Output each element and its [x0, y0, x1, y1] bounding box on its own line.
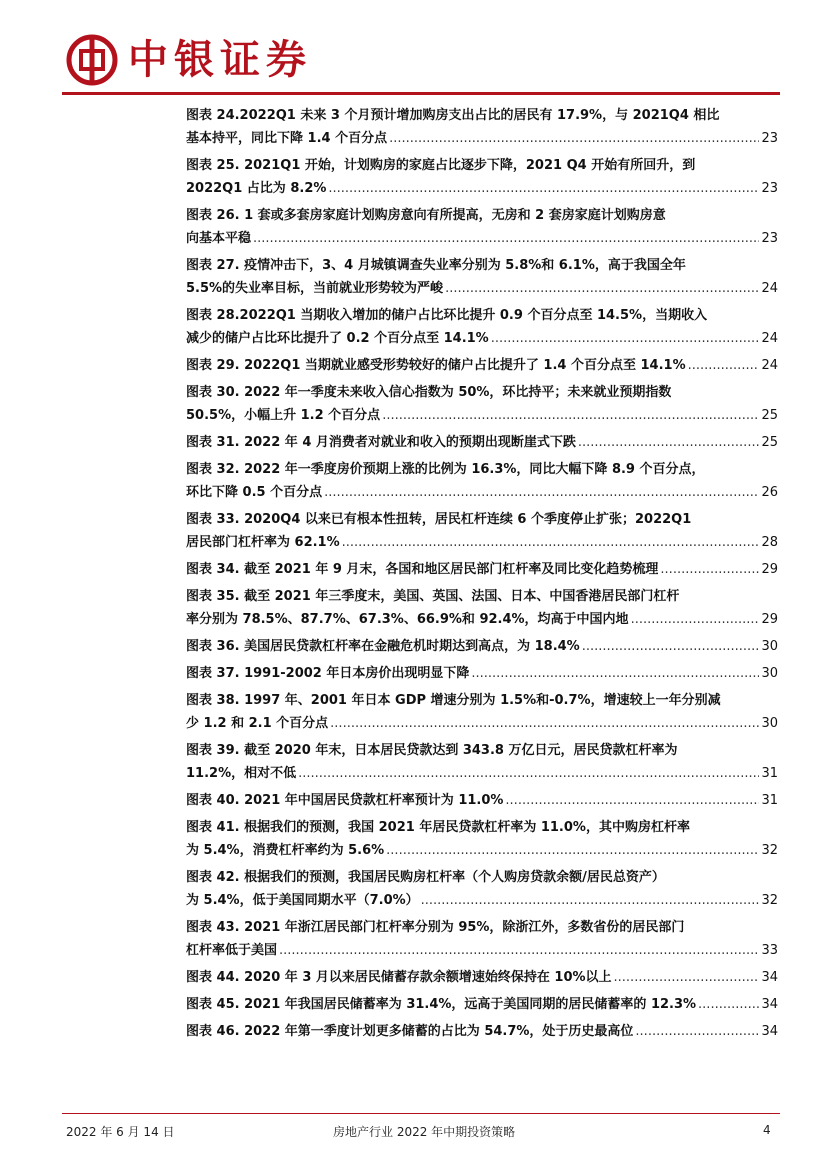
toc-entry-title-cont: 为 5.4%，低于美国同期水平（7.0%） [186, 893, 419, 908]
dot-leader [578, 435, 760, 450]
toc-page-number: 32 [761, 843, 778, 858]
toc-entry-title: 图表 32. 2022 年一季度房价预期上涨的比例为 16.3%，同比大幅下降 8.9 个百分点， [186, 462, 705, 477]
dot-leader [491, 331, 760, 346]
toc-entry-title: 图表 40. 2021 年中国居民贷款杠杆率预计为 11.0% [186, 793, 504, 808]
toc-entry-title: 图表 35. 截至 2021 年三季度末，美国、英国、法国、日本、中国香港居民部门杠杆 [186, 589, 680, 604]
toc-page-number: 31 [761, 766, 778, 781]
toc-entry-title: 图表 38. 1997 年、2001 年日本 GDP 增速分别为 1.5%和-0.7%，增速较上一年分别减 [186, 693, 721, 708]
dot-leader [631, 612, 760, 627]
dot-leader [324, 485, 759, 500]
toc-entry[interactable] [186, 508, 778, 554]
dot-leader [298, 766, 759, 781]
brand-name: 中银证券 [128, 36, 312, 83]
dot-leader [342, 535, 760, 550]
toc-entry[interactable] [186, 966, 778, 989]
toc-entry[interactable] [186, 662, 778, 685]
header [62, 28, 782, 92]
dot-leader [471, 666, 759, 681]
toc-entry-title: 图表 26. 1 套或多套房家庭计划购房意向有所提高，无房和 2 套房家庭计划购房意 [186, 208, 666, 223]
toc-entry-title: 图表 28.2022Q1 当期收入增加的储户占比环比提升 0.9 个百分点至 14.5%，当期收入 [186, 308, 708, 323]
toc-page-number: 24 [761, 331, 778, 346]
toc-entry-title-cont: 杠杆率低于美国 [186, 943, 278, 958]
toc-entry[interactable] [186, 993, 778, 1016]
header-divider [62, 92, 780, 95]
toc-entry[interactable] [186, 739, 778, 785]
toc-page-number: 32 [761, 893, 778, 908]
toc-page-number: 34 [761, 970, 778, 985]
dot-leader [389, 131, 759, 146]
toc-entry-title: 图表 25. 2021Q1 开始，计划购房的家庭占比逐步下降，2021 Q4 开始有所回升，到 [186, 158, 696, 173]
footer-divider [62, 1113, 780, 1114]
toc-entry[interactable] [186, 431, 778, 454]
toc-entry[interactable] [186, 689, 778, 735]
toc-entry[interactable] [186, 816, 778, 862]
toc-page-number: 25 [761, 435, 778, 450]
toc-entry-title: 图表 43. 2021 年浙江居民部门杠杆率分别为 95%，除浙江外，多数省份的居民部门 [186, 920, 685, 935]
dot-leader [635, 1024, 759, 1039]
toc-entry[interactable] [186, 354, 778, 377]
table-of-figures [186, 104, 778, 1047]
dot-leader [279, 943, 759, 958]
toc-entry[interactable] [186, 916, 778, 962]
dot-leader [253, 231, 759, 246]
toc-page-number: 29 [761, 612, 778, 627]
dot-leader [688, 358, 760, 373]
toc-entry-title-cont: 11.2%，相对不低 [186, 766, 297, 781]
bank-of-china-logo-icon [66, 34, 118, 86]
toc-page-number: 30 [761, 639, 778, 654]
toc-entry[interactable] [186, 585, 778, 631]
footer-date: 2022 年 6 月 14 日 [66, 1125, 175, 1139]
footer-title: 房地产行业 2022 年中期投资策略 [333, 1125, 516, 1139]
toc-entry[interactable] [186, 635, 778, 658]
toc-entry-title: 图表 39. 截至 2020 年末，日本居民贷款达到 343.8 万亿日元，居民贷款杠杆率为 [186, 743, 678, 758]
toc-entry-title-cont: 居民部门杠杆率为 62.1% [186, 535, 340, 550]
toc-entry-title-cont: 2022Q1 占比为 8.2% [186, 181, 327, 196]
toc-entry-title-cont: 50.5%，小幅上升 1.2 个百分点 [186, 408, 381, 423]
toc-page-number: 23 [761, 181, 778, 196]
toc-page-number: 30 [761, 716, 778, 731]
toc-entry[interactable] [186, 1020, 778, 1043]
toc-entry[interactable] [186, 154, 778, 200]
toc-entry[interactable] [186, 458, 778, 504]
toc-entry-title: 图表 37. 1991-2002 年日本房价出现明显下降 [186, 666, 470, 681]
toc-entry-title-cont: 环比下降 0.5 个百分点 [186, 485, 323, 500]
toc-entry-title: 图表 24.2022Q1 未来 3 个月预计增加购房支出占比的居民有 17.9%，与 2021Q4 相比 [186, 108, 720, 123]
toc-entry-title: 图表 31. 2022 年 4 月消费者对就业和收入的预期出现断崖式下跌 [186, 435, 576, 450]
toc-entry-title: 图表 27. 疫情冲击下，3、4 月城镇调查失业率分别为 5.8%和 6.1%，高于我国全年 [186, 258, 686, 273]
toc-entry-title: 图表 29. 2022Q1 当期就业感受形势较好的储户占比提升了 1.4 个百分点至 14.1% [186, 358, 686, 373]
toc-page-number: 23 [761, 131, 778, 146]
toc-page-number: 29 [761, 562, 778, 577]
dot-leader [421, 893, 760, 908]
toc-page-number: 26 [761, 485, 778, 500]
toc-entry[interactable] [186, 558, 778, 581]
dot-leader [382, 408, 759, 423]
toc-entry-title: 图表 46. 2022 年第一季度计划更多储蓄的占比为 54.7%，处于历史最高位 [186, 1024, 634, 1039]
toc-entry[interactable] [186, 789, 778, 812]
dot-leader [445, 281, 759, 296]
toc-entry-title: 图表 44. 2020 年 3 月以来居民储蓄存款余额增速始终保持在 10%以上 [186, 970, 612, 985]
toc-entry[interactable] [186, 304, 778, 350]
toc-page-number: 25 [761, 408, 778, 423]
toc-entry-title-cont: 少 1.2 和 2.1 个百分点 [186, 716, 329, 731]
toc-entry-title-cont: 向基本平稳 [186, 231, 252, 246]
toc-entry[interactable] [186, 204, 778, 250]
toc-page-number: 31 [761, 793, 778, 808]
dot-leader [386, 843, 759, 858]
dot-leader [330, 716, 759, 731]
toc-page-number: 33 [761, 943, 778, 958]
toc-entry[interactable] [186, 254, 778, 300]
toc-entry-title: 图表 34. 截至 2021 年 9 月末，各国和地区居民部门杠杆率及同比变化趋势梳理 [186, 562, 659, 577]
dot-leader [614, 970, 760, 985]
page-number: 4 [763, 1123, 771, 1137]
dot-leader [582, 639, 760, 654]
toc-page-number: 34 [761, 1024, 778, 1039]
toc-page-number: 24 [761, 358, 778, 373]
toc-entry-title-cont: 减少的储户占比环比提升了 0.2 个百分点至 14.1% [186, 331, 489, 346]
toc-entry-title: 图表 36. 美国居民贷款杠杆率在金融危机时期达到高点，为 18.4% [186, 639, 580, 654]
toc-entry-title-cont: 率分别为 78.5%、87.7%、67.3%、66.9%和 92.4%，均高于中国内地 [186, 612, 629, 627]
toc-page-number: 30 [761, 666, 778, 681]
toc-entry-title: 图表 45. 2021 年我国居民储蓄率为 31.4%，远高于美国同期的居民储蓄率的 12.3% [186, 997, 697, 1012]
dot-leader [505, 793, 759, 808]
toc-entry-title: 图表 30. 2022 年一季度未来收入信心指数为 50%，环比持平；未来就业预期指数 [186, 385, 672, 400]
toc-page-number: 24 [761, 281, 778, 296]
toc-entry-title-cont: 基本持平，同比下降 1.4 个百分点 [186, 131, 388, 146]
toc-entry[interactable] [186, 381, 778, 427]
toc-page-number: 28 [761, 535, 778, 550]
dot-leader [698, 997, 759, 1012]
toc-entry-title-cont: 为 5.4%，消费杠杆率约为 5.6% [186, 843, 385, 858]
toc-page-number: 34 [761, 997, 778, 1012]
toc-entry-title: 图表 33. 2020Q4 以来已有根本性扭转，居民杠杆连续 6 个季度停止扩张；2022Q1 [186, 512, 692, 527]
toc-entry[interactable] [186, 866, 778, 912]
toc-entry[interactable] [186, 104, 778, 150]
dot-leader [660, 562, 759, 577]
toc-entry-title: 图表 42. 根据我们的预测，我国居民购房杠杆率（个人购房贷款余额/居民总资产） [186, 870, 665, 885]
toc-page-number: 23 [761, 231, 778, 246]
toc-entry-title-cont: 5.5%的失业率目标，当前就业形势较为严峻 [186, 281, 444, 296]
dot-leader [328, 181, 759, 196]
toc-entry-title: 图表 41. 根据我们的预测，我国 2021 年居民贷款杠杆率为 11.0%，其中购房杠杆率 [186, 820, 690, 835]
